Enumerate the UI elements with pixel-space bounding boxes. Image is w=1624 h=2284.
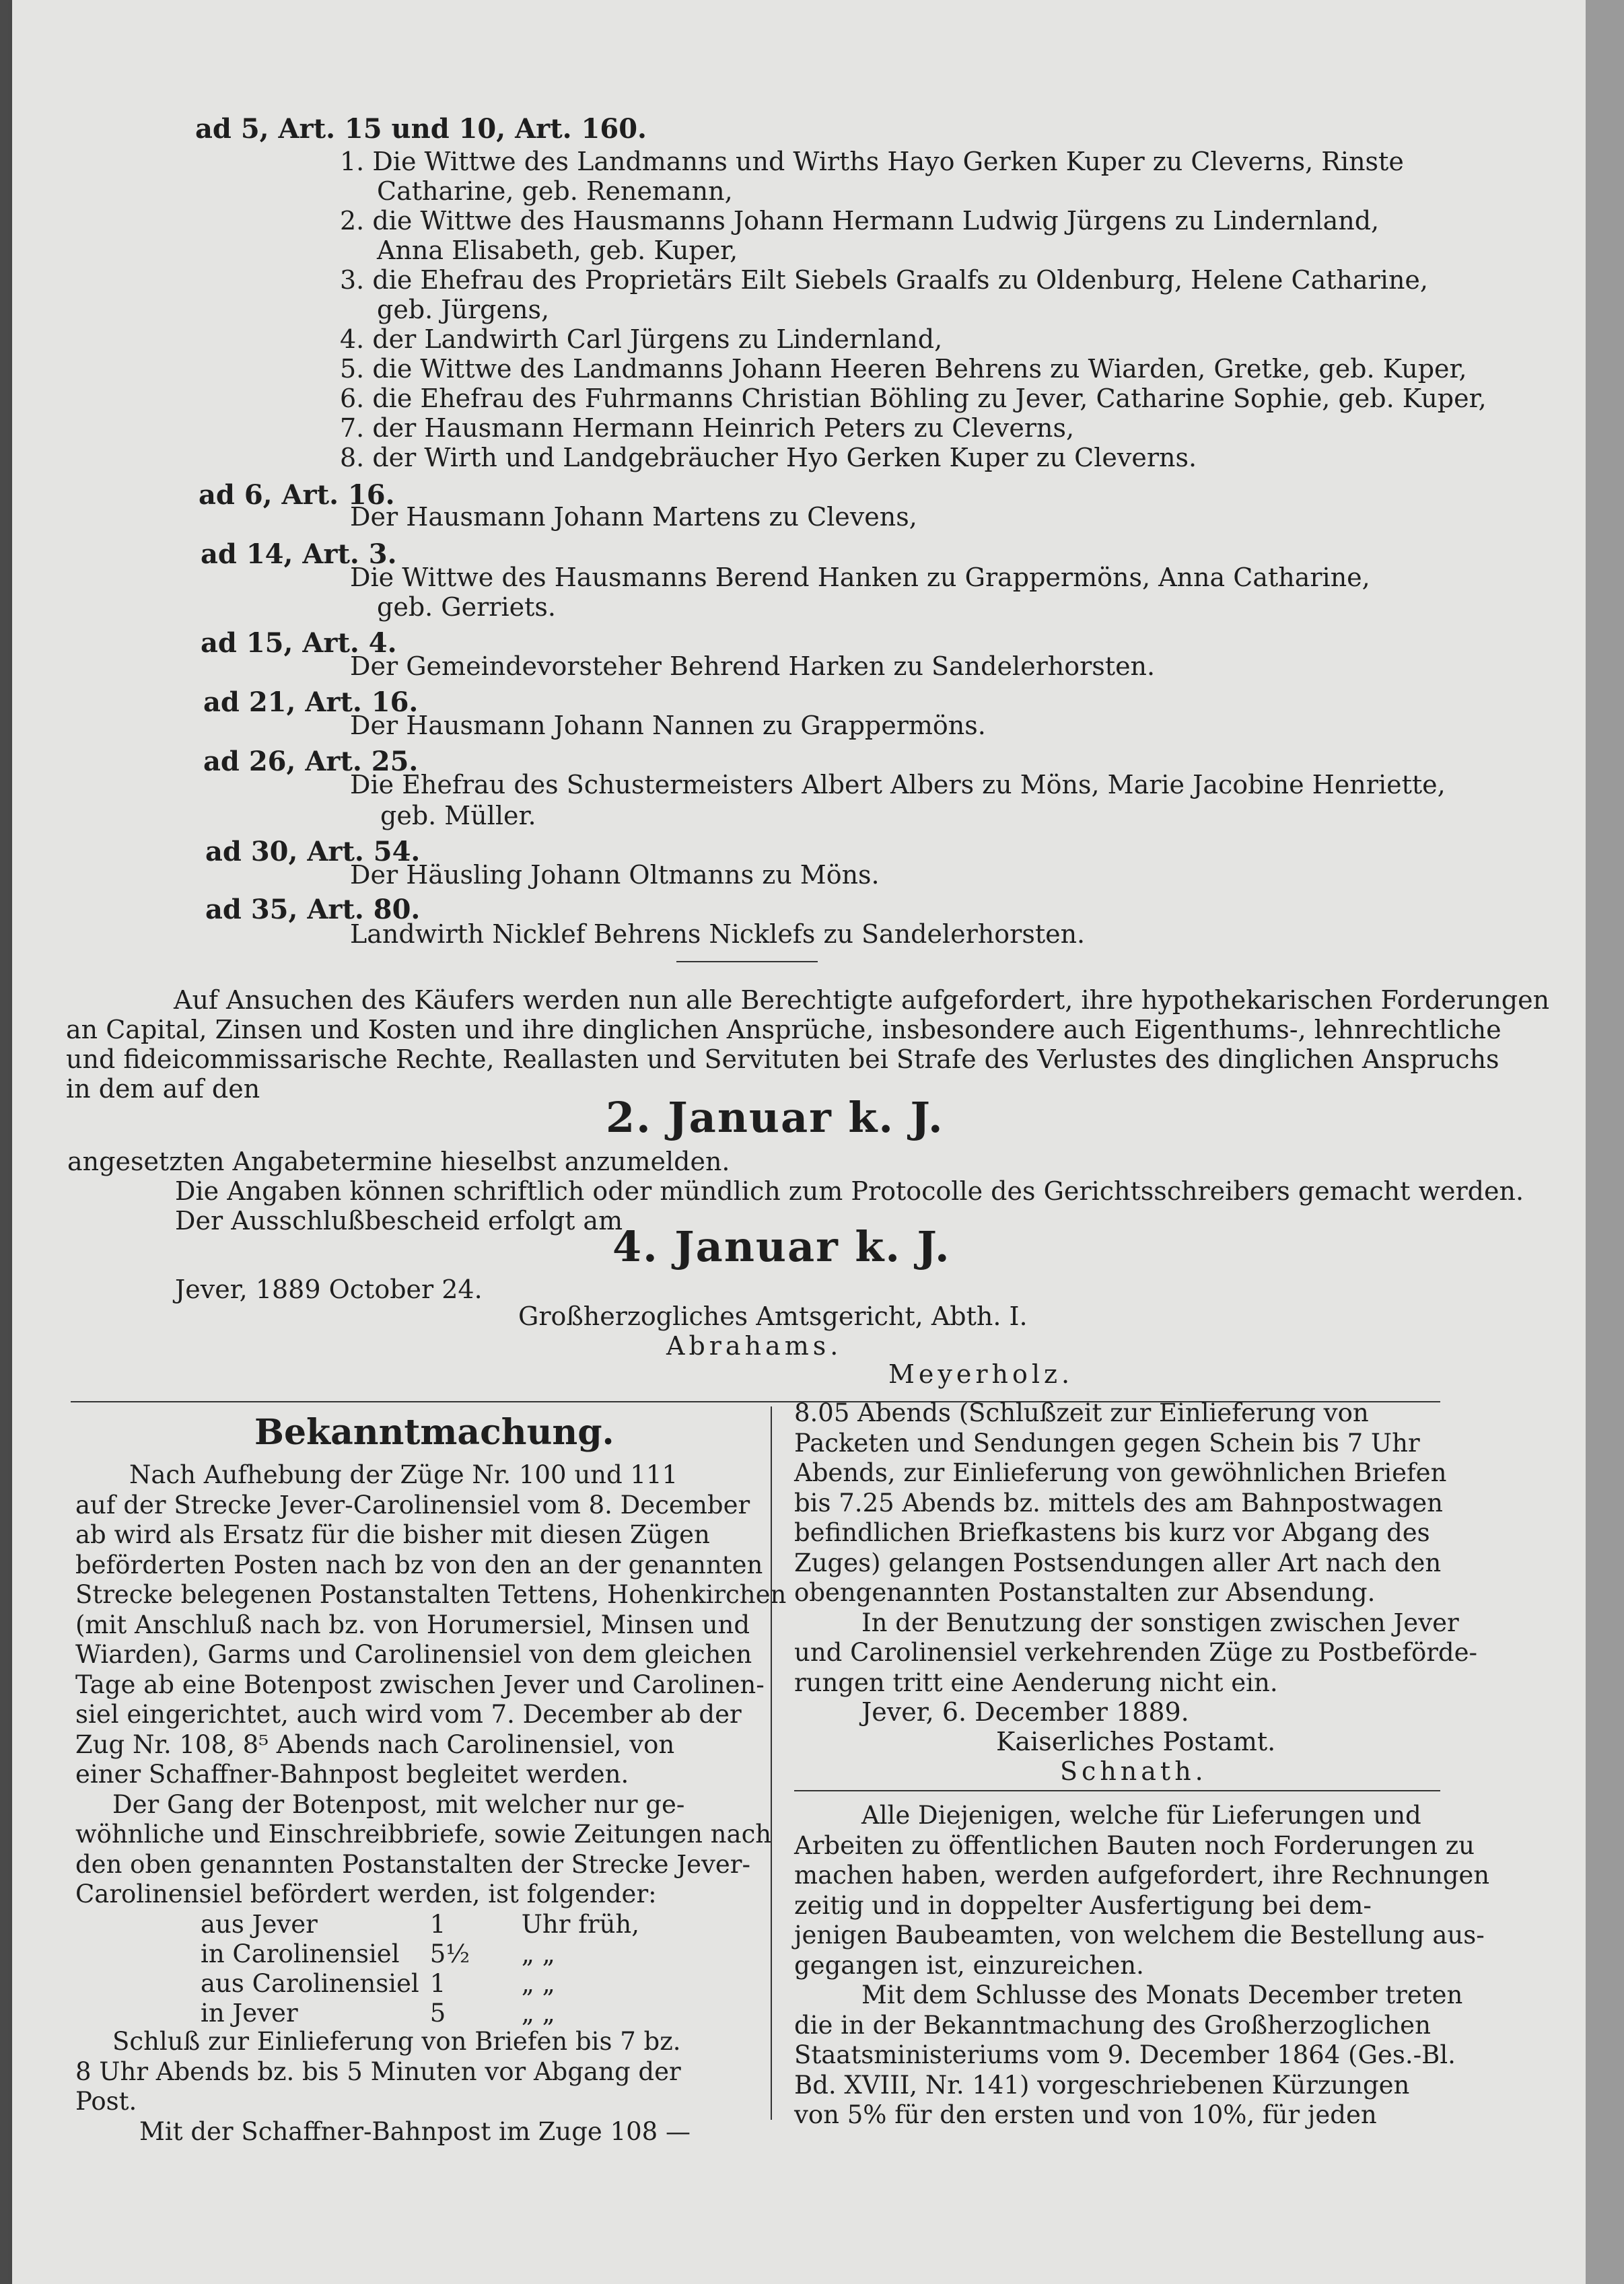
table-row xyxy=(195,1999,645,2028)
text-line: Carolinensiel befördert werden, ist folgender: xyxy=(75,1880,657,1908)
text-line: Mit der Schaffner-Bahnpost im Zuge 108 — xyxy=(139,2116,691,2146)
cell: 5½ xyxy=(429,1939,470,1968)
divider xyxy=(794,1790,1440,1791)
postamt-signature: Schnath. xyxy=(1060,1756,1207,1786)
text-line: Der Gang der Botenpost, mit welcher nur ge- xyxy=(112,1789,685,1819)
text-line: machen haben, werden aufgefordert, ihre Rechnungen xyxy=(794,1861,1490,1890)
entry-ref: ad 35, Art. 80. xyxy=(205,894,421,925)
text-line: befindlichen Briefkastens bis kurz vor Abgang des xyxy=(794,1518,1430,1547)
text-line: beförderten Posten nach bz von den an der genannten xyxy=(75,1550,763,1579)
entry-line: 8. der Wirth und Landgebräucher Hyo Gerken Kuper zu Cleverns. xyxy=(340,443,1197,472)
notice-tail xyxy=(75,2027,732,2147)
text-line: von 5% für den ersten und von 10%, für jeden xyxy=(794,2100,1377,2129)
second-notice xyxy=(794,1801,1490,2131)
request-line: in dem auf den xyxy=(66,1074,260,1104)
text-line: Bd. XVIII, Nr. 141) vorgeschriebenen Kürzungen xyxy=(794,2070,1410,2100)
text-line: Alle Diejenigen, welche für Lieferungen und xyxy=(861,1801,1421,1830)
judge-name: Abrahams. xyxy=(666,1331,843,1361)
text-line: (mit Anschluß nach bz. von Horumersiel, Minsen und xyxy=(75,1610,750,1639)
entry-line: geb. Jürgens, xyxy=(377,295,550,324)
schedule-table xyxy=(195,1910,645,2028)
entry-ref: ad 26, Art. 25. xyxy=(203,746,419,777)
text-line: rungen tritt eine Aenderung nicht ein. xyxy=(794,1668,1278,1697)
entry-line: Die Ehefrau des Schustermeisters Albert Albers zu Möns, Marie Jacobine Henriette, xyxy=(350,770,1446,799)
place-date: Jever, 1889 October 24. xyxy=(175,1275,483,1304)
text-line: einer Schaffner-Bahnpost begleitet werden. xyxy=(75,1760,629,1789)
request-line: an Capital, Zinsen und Kosten und ihre dinglichen Ansprüche, insbesondere auch Eigenthums-, lehnrechtliche xyxy=(66,1015,1502,1044)
text-line: bis 7.25 Abends bz. mittels des am Bahnpostwagen xyxy=(794,1488,1443,1518)
cell: „ „ xyxy=(521,1999,555,2028)
table-row xyxy=(195,1969,645,1999)
entry-line: 7. der Hausmann Hermann Heinrich Peters zu Cleverns, xyxy=(340,413,1075,443)
court-name: Großherzogliches Amtsgericht, Abth. I. xyxy=(518,1301,1028,1331)
column-divider xyxy=(771,1406,772,2120)
entry-line: 6. die Ehefrau des Fuhrmanns Christian Böhling zu Jever, Catharine Sophie, geb. Kuper, xyxy=(340,384,1487,413)
entry-line: geb. Müller. xyxy=(380,801,536,830)
entry-ref: ad 21, Art. 16. xyxy=(203,686,419,718)
clerk-name: Meyerholz. xyxy=(888,1359,1074,1389)
after-line: Der Ausschlußbescheid erfolgt am xyxy=(175,1206,623,1236)
entry-line: geb. Gerriets. xyxy=(377,592,556,622)
text-line: Schluß zur Einlieferung von Briefen bis 7 bz. xyxy=(112,2027,681,2056)
notice-title: Bekanntmachung. xyxy=(254,1412,614,1453)
cell: 1 xyxy=(429,1969,446,1998)
entry-ref: ad 5, Art. 15 und 10, Art. 160. xyxy=(195,113,647,145)
postamt-name: Kaiserliches Postamt. xyxy=(996,1727,1276,1756)
cell: Uhr früh, xyxy=(521,1910,640,1939)
text-line: Post. xyxy=(75,2087,137,2116)
text-line: Tage ab eine Botenpost zwischen Jever und Carolinen- xyxy=(75,1670,765,1699)
text-line: obengenannten Postanstalten zur Absendung. xyxy=(794,1578,1376,1607)
text-line: Packeten und Sendungen gegen Schein bis 7 Uhr xyxy=(794,1428,1420,1458)
entry-ref: ad 14, Art. 3. xyxy=(201,538,397,570)
entry-line: 2. die Wittwe des Hausmanns Johann Hermann Ludwig Jürgens zu Lindernland, xyxy=(340,206,1380,236)
table-row xyxy=(195,1910,645,1939)
entry-line: 5. die Wittwe des Landmanns Johann Heeren Behrens zu Wiarden, Gretke, geb. Kuper, xyxy=(340,354,1467,384)
text-line: In der Benutzung der sonstigen zwischen Jever xyxy=(861,1608,1459,1637)
text-line: jenigen Baubeamten, von welchem die Bestellung aus- xyxy=(794,1921,1485,1950)
appointment-date: 2. Januar k. J. xyxy=(606,1093,944,1142)
postamt-place-date: Jever, 6. December 1889. xyxy=(861,1697,1189,1727)
entry-line: 4. der Landwirth Carl Jürgens zu Lindernland, xyxy=(340,324,943,354)
text-line: und Carolinensiel verkehrenden Züge zu Postbeförde- xyxy=(794,1638,1478,1667)
text-line: 8 Uhr Abends bz. bis 5 Minuten vor Abgang der xyxy=(75,2057,681,2086)
notice-body xyxy=(75,1460,787,1910)
after-line: Die Angaben können schriftlich oder mündlich zum Protocolle des Gerichtsschreibers gemacht werden. xyxy=(175,1176,1524,1206)
text-line: Zug Nr. 108, 8⁵ Abends nach Carolinensiel, von xyxy=(75,1729,675,1759)
text-line: 8.05 Abends (Schlußzeit zur Einlieferung von xyxy=(794,1398,1369,1427)
entry-line: Die Wittwe des Hausmanns Berend Hanken zu Grappermöns, Anna Catharine, xyxy=(350,563,1370,592)
text-line: wöhnliche und Einschreibbriefe, sowie Zeitungen nach xyxy=(75,1820,772,1849)
after-line: angesetzten Angabetermine hieselbst anzumelden. xyxy=(67,1147,730,1176)
request-line: Auf Ansuchen des Käufers werden nun alle Berechtigte aufgefordert, ihre hypothekarischen Forderungen xyxy=(174,985,1550,1015)
entry-ref: ad 30, Art. 54. xyxy=(205,836,421,867)
cell: in Jever xyxy=(201,1999,298,2028)
entry-line: Der Hausmann Johann Martens zu Clevens, xyxy=(350,502,917,532)
cell: aus Carolinensiel xyxy=(201,1969,419,1998)
text-line: den oben genannten Postanstalten der Strecke Jever- xyxy=(75,1849,750,1879)
page-background-right xyxy=(1586,0,1624,2284)
text-line: ab wird als Ersatz für die bisher mit diesen Zügen xyxy=(75,1520,710,1549)
text-line: die in der Bekanntmachung des Großherzoglichen xyxy=(794,2010,1431,2040)
entry-line: Landwirth Nicklef Behrens Nicklefs zu Sandelerhorsten. xyxy=(350,919,1086,949)
text-line: zeitig und in doppelter Ausfertigung bei dem- xyxy=(794,1890,1372,1920)
cell: in Carolinensiel xyxy=(201,1939,400,1968)
page-binding-shadow xyxy=(0,0,12,2284)
entry-line: Anna Elisabeth, geb. Kuper, xyxy=(377,236,738,265)
text-line: auf der Strecke Jever-Carolinensiel vom 8. December xyxy=(75,1490,750,1520)
text-line: gegangen ist, einzureichen. xyxy=(794,1950,1144,1980)
entry-line: Der Häusling Johann Oltmanns zu Möns. xyxy=(350,860,880,890)
text-line: Zuges) gelangen Postsendungen aller Art nach den xyxy=(794,1548,1442,1577)
entry-ref: ad 15, Art. 4. xyxy=(201,627,397,659)
entry-line: 1. Die Wittwe des Landmanns und Wirths Hayo Gerken Kuper zu Cleverns, Rinste xyxy=(340,147,1404,176)
decision-date: 4. Januar k. J. xyxy=(612,1222,951,1271)
cell: aus Jever xyxy=(201,1910,318,1939)
text-line: siel eingerichtet, auch wird vom 7. December ab der xyxy=(75,1700,742,1729)
notice-continuation xyxy=(794,1398,1478,1698)
cell: „ „ xyxy=(521,1969,555,1998)
entry-line: Der Hausmann Johann Nannen zu Grappermöns. xyxy=(350,711,986,740)
entry-ref: ad 6, Art. 16. xyxy=(199,479,395,511)
entry-line: Der Gemeindevorsteher Behrend Harken zu Sandelerhorsten. xyxy=(350,651,1156,681)
cell: 1 xyxy=(429,1910,446,1939)
request-line: und fideicommissarische Rechte, Reallasten und Servituten bei Strafe des Verlustes des dinglichen Anspruchs xyxy=(66,1044,1499,1074)
cell: „ „ xyxy=(521,1939,555,1968)
entry-line: Catharine, geb. Renemann, xyxy=(377,176,733,206)
text-line: Nach Aufhebung der Züge Nr. 100 und 111 xyxy=(129,1460,678,1489)
text-line: Staatsministeriums vom 9. December 1864 (Ges.-Bl. xyxy=(794,2040,1456,2069)
text-line: Abends, zur Einlieferung von gewöhnlichen Briefen xyxy=(794,1458,1447,1487)
cell: 5 xyxy=(429,1999,446,2028)
divider xyxy=(676,961,818,962)
text-line: Strecke belegenen Postanstalten Tettens, Hohenkirchen xyxy=(75,1580,787,1609)
text-line: Mit dem Schlusse des Monats December treten xyxy=(861,1980,1463,2009)
table-row xyxy=(195,1939,645,1969)
text-line: Wiarden), Garms und Carolinensiel von dem gleichen xyxy=(75,1640,752,1669)
entry-line: 3. die Ehefrau des Proprietärs Eilt Siebels Graalfs zu Oldenburg, Helene Catharine, xyxy=(340,265,1428,295)
text-line: Arbeiten zu öffentlichen Bauten noch Forderungen zu xyxy=(794,1830,1475,1860)
